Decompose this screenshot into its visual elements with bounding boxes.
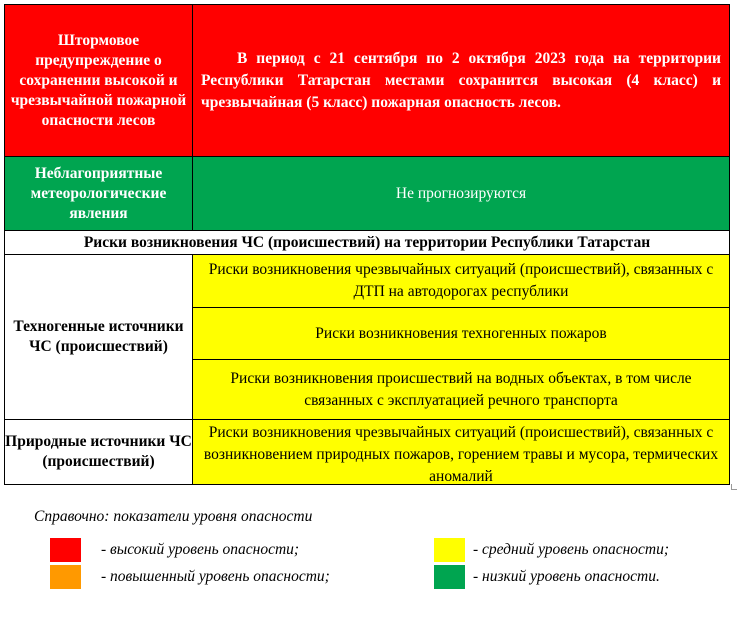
weather-label: Неблагоприятные метеорологические явления (5, 157, 193, 230)
yellow-swatch (434, 538, 465, 562)
orange-swatch (50, 565, 81, 589)
technogenic-risks (193, 255, 729, 419)
red-swatch (50, 538, 81, 562)
natural-risks (193, 420, 729, 484)
paragraph-marker (731, 484, 737, 490)
risk-road-accidents: Риски возникновения чрезвычайных ситуаций (происшествий), связанных с ДТП на автодорогах республики (193, 255, 729, 307)
green-swatch (434, 565, 465, 589)
legend-medium (434, 538, 669, 562)
forecast-table (4, 4, 730, 485)
storm-warning-label: Штормовое предупреждение о сохранении высокой и чрезвычайной пожарной опасности лесов (5, 5, 193, 156)
technogenic-label: Техногенные источники ЧС (происшествий) (5, 255, 193, 419)
legend-low (434, 565, 660, 589)
risk-natural-fires: Риски возникновения чрезвычайных ситуаций (происшествий), связанных с возникновением природных пожаров, горением травы и мусора, термических аномалий (193, 420, 729, 484)
weather-row (4, 156, 730, 230)
legend-elevated-label: - повышенный уровень опасности; (101, 568, 330, 585)
risk-technogenic-fires: Риски возникновения техногенных пожаров (193, 307, 729, 359)
legend-elevated (50, 565, 330, 589)
legend-title: Справочно: показатели уровня опасности (34, 508, 313, 525)
storm-warning-text-cell (193, 5, 729, 156)
risks-header: Риски возникновения ЧС (происшествий) на территории Республики Татарстан (4, 230, 730, 254)
storm-warning-row (4, 4, 730, 156)
natural-group (4, 419, 730, 485)
legend-medium-label: - средний уровень опасности; (473, 541, 670, 558)
legend-high (50, 538, 299, 562)
legend-high-label: - высокий уровень опасности; (101, 541, 300, 558)
weather-text: Не прогнозируются (193, 157, 729, 230)
storm-warning-text: В период с 21 сентября по 2 октября 2023 года на территории Республики Татарстан местами сохранится высокая (4 класс) и чрезвычайная (5 класс) пожарная опасность лесов. (201, 49, 721, 111)
legend-low-label: - низкий уровень опасности. (473, 568, 660, 585)
technogenic-group (4, 254, 730, 419)
risk-water-objects: Риски возникновения происшествий на водных объектах, в том числе связанных с эксплуатацией речного транспорта (193, 359, 729, 419)
natural-label: Природные источники ЧС (происшествий) (5, 420, 193, 484)
